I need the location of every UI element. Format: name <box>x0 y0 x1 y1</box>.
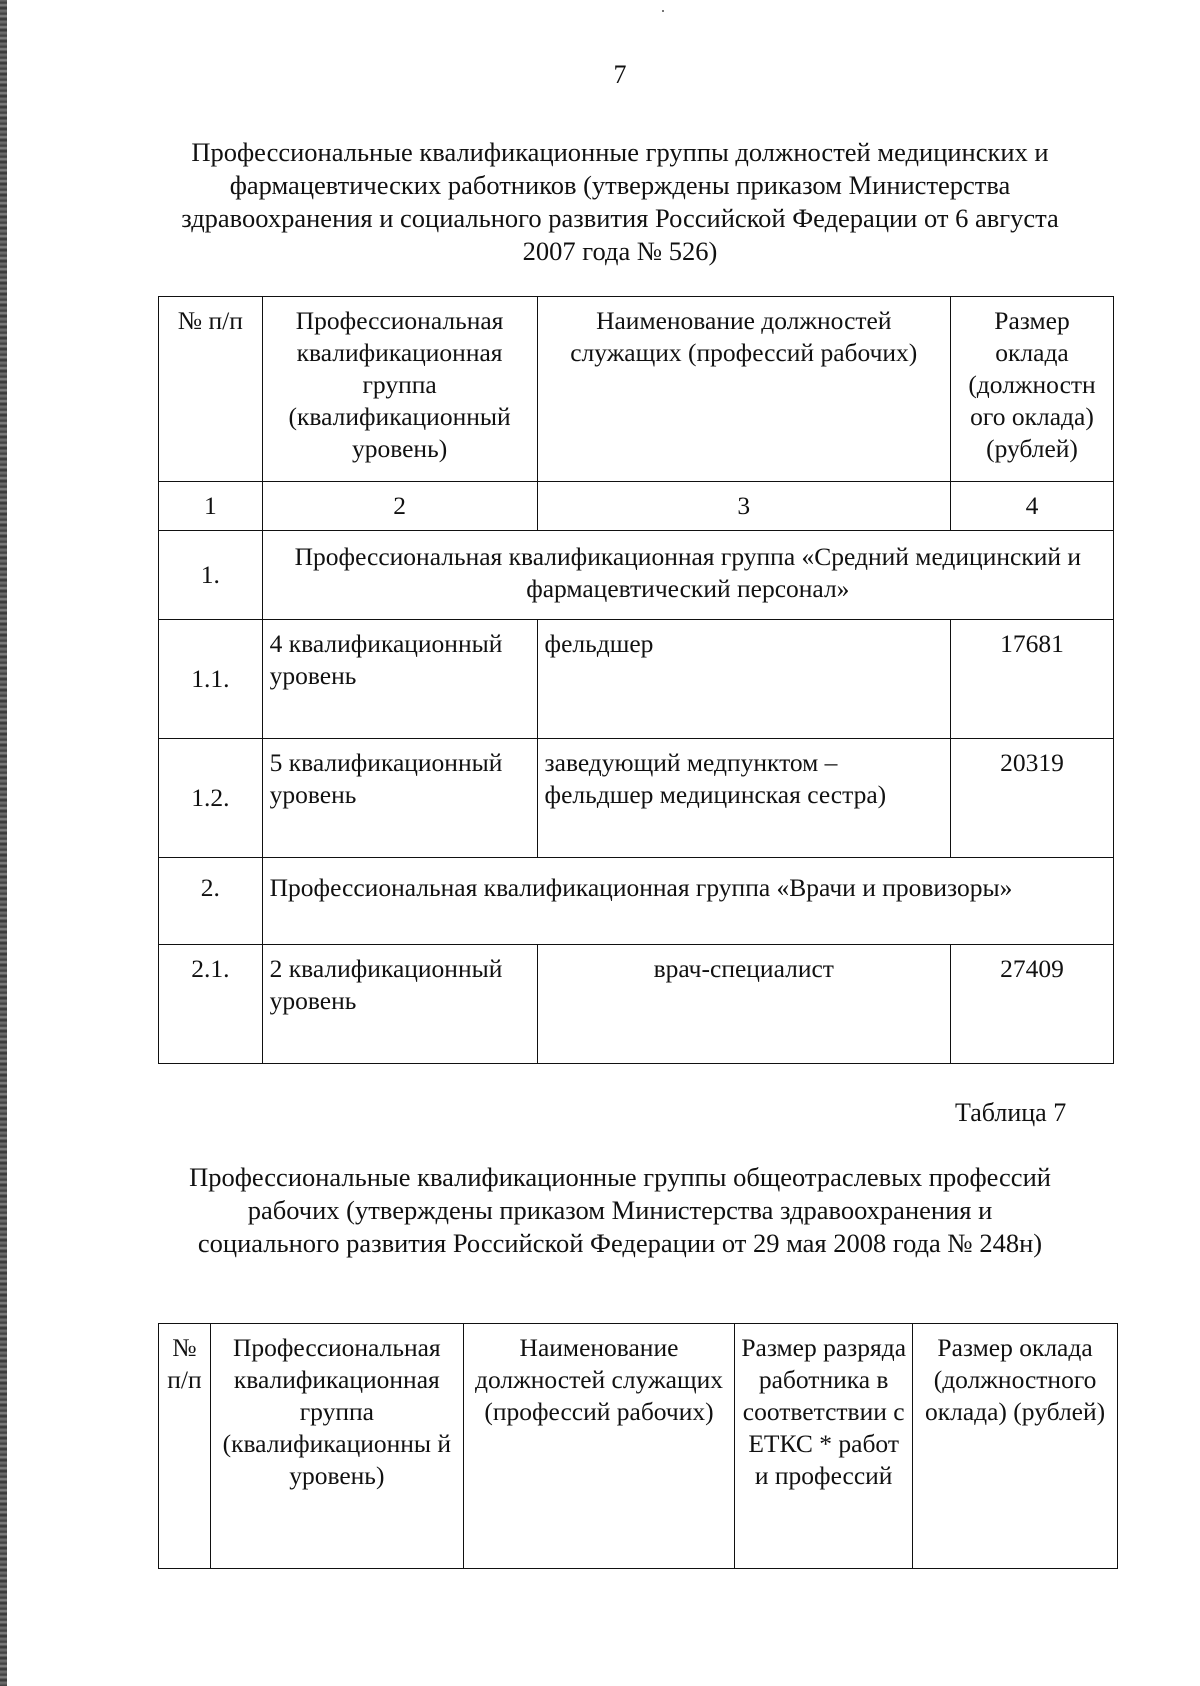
medical-staff-salary-table <box>158 296 1114 1064</box>
salary-value: 17681 <box>951 620 1114 739</box>
group-number: 2. <box>159 858 263 945</box>
table-row <box>159 739 1114 858</box>
table-header-row <box>159 1324 1118 1569</box>
workers-salary-table <box>158 1323 1118 1569</box>
group-number: 1. <box>159 531 263 620</box>
row-number: 1.1. <box>159 620 263 739</box>
column-number: 3 <box>537 482 950 531</box>
group-name: Профессиональная квалификационная группа «Средний медицинский и фармацевтический персонал» <box>262 531 1113 620</box>
table-row <box>159 945 1114 1064</box>
qualification-level: 5 квалификационный уровень <box>262 739 537 858</box>
qualification-level: 4 квалификационный уровень <box>262 620 537 739</box>
salary-value: 27409 <box>951 945 1114 1064</box>
qualification-level: 2 квалификационный уровень <box>262 945 537 1064</box>
column-number-row <box>159 482 1114 531</box>
position-name: фельдшер <box>537 620 950 739</box>
salary-value: 20319 <box>951 739 1114 858</box>
column-number: 2 <box>262 482 537 531</box>
section-2-title: Профессиональные квалификационные группы общеотраслевых профессий рабочих (утверждены приказом Министерства здравоохранения и социального развития Российской Федерации от 29 мая 2008 года № 248н) <box>189 1162 1051 1258</box>
table-caption: Таблица 7 <box>955 1098 1067 1127</box>
header-number: № п/п <box>159 1324 211 1569</box>
table-header-row <box>159 297 1114 482</box>
header-etks-grade: Размер разряда работника в соответствии с ЕТКС * работ и профессий <box>735 1324 913 1569</box>
group-name: Профессиональная квалификационная группа «Врачи и провизоры» <box>262 858 1113 945</box>
row-number: 1.2. <box>159 739 263 858</box>
row-number: 2.1. <box>159 945 263 1064</box>
scan-edge <box>0 0 7 1686</box>
header-qualification-group: Профессиональная квалификационная группа (квалификационны й уровень) <box>210 1324 463 1569</box>
group-row <box>159 531 1114 620</box>
header-number: № п/п <box>159 297 263 482</box>
header-salary: Размер оклада (должностн ого оклада) (рублей) <box>951 297 1114 482</box>
position-name: врач-специалист <box>537 945 950 1064</box>
group-row <box>159 858 1114 945</box>
section-1-title: Профессиональные квалификационные группы должностей медицинских и фармацевтических работников (утверждены приказом Министерства здравоохранения и социального развития Российской Федерации от 6 августа 2007 года № 526) <box>181 137 1059 266</box>
table-row <box>159 620 1114 739</box>
column-number: 1 <box>159 482 263 531</box>
header-salary: Размер оклада (должностного оклада) (рублей) <box>913 1324 1118 1569</box>
header-position-names: Наименование должностей служащих (профессий рабочих) <box>463 1324 735 1569</box>
header-position-names: Наименование должностей служащих (профессий рабочих) <box>537 297 950 482</box>
scan-speck <box>662 10 664 12</box>
position-name: заведующий медпунктом – фельдшер медицинская сестра) <box>537 739 950 858</box>
column-number: 4 <box>951 482 1114 531</box>
page-number: 7 <box>613 60 627 89</box>
header-qualification-group: Профессиональная квалификационная группа (квалификационный уровень) <box>262 297 537 482</box>
